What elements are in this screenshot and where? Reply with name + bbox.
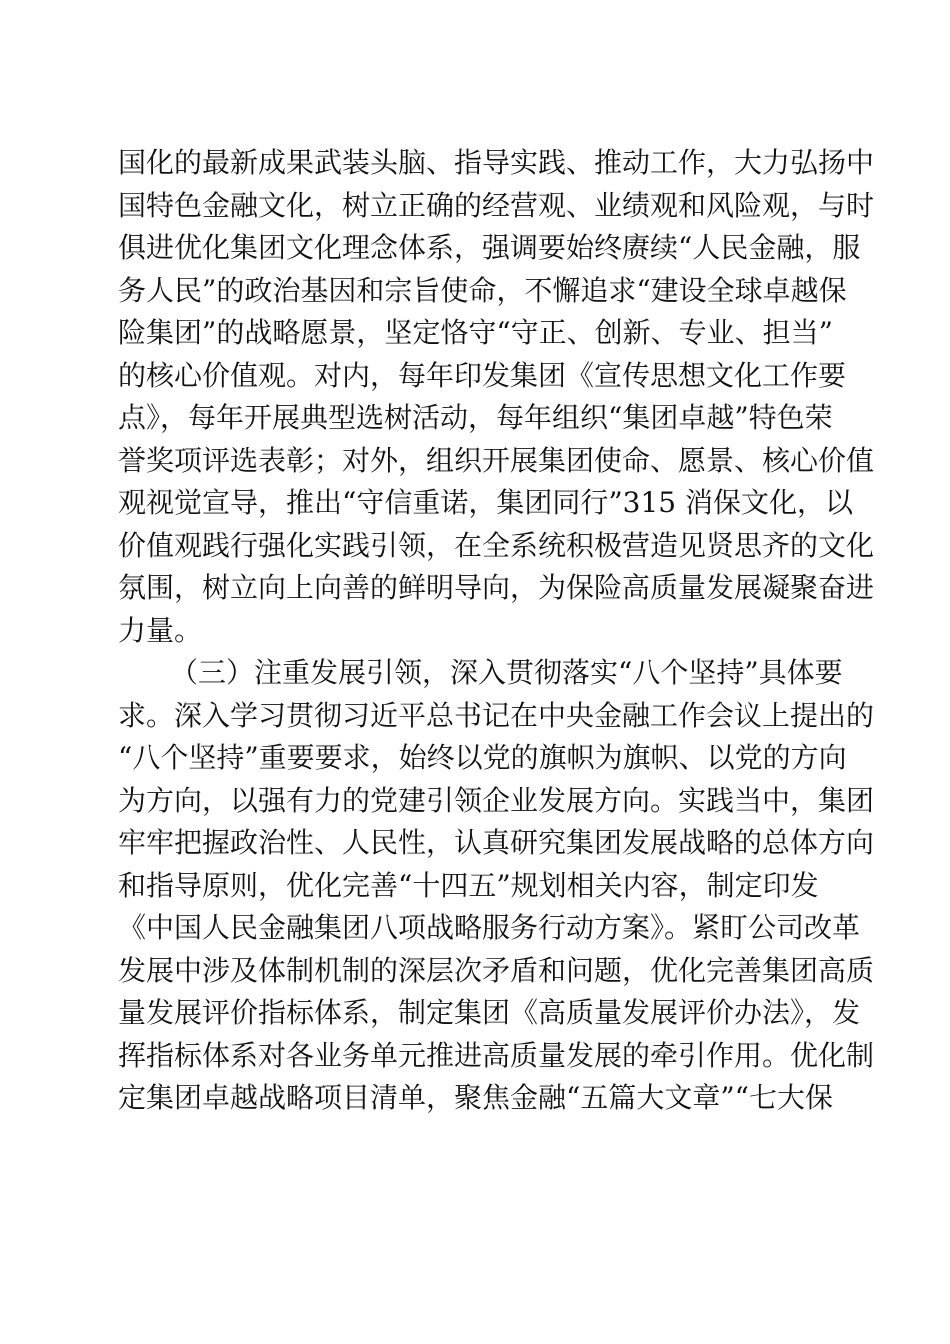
text-line: 观视觉宣导，推出“守信重诺，集团同行”315 消保文化，以 [118,486,853,519]
text-line: 的核心价值观。对内，每年印发集团《宣传思想文化工作要 [118,358,847,392]
section-heading-line: （三）注重发展引领，深入贯彻落实“八个坚持”具体要 [170,656,843,689]
text-line: 和指导原则，优化完善“十四五”规划相关内容，制定印发 [118,868,819,902]
text-line: 务人民”的政治基因和宗旨使命，不懈追求“建设全球卓越保 [118,273,847,307]
text-line: 《中国人民金融集团八项战略服务行动方案》。紧盯公司改革 [118,911,861,944]
text-line: 为方向，以强有力的党建引领企业发展方向。实践当中，集团 [118,783,875,817]
text-line: 誉奖项评选表彰；对外，组织开展集团使命、愿景、核心价值 [118,443,875,477]
text-line: 国特色金融文化，树立正确的经营观、业绩观和风险观，与时 [118,188,875,222]
text-line: 量发展评价指标体系，制定集团《高质量发展评价办法》，发 [118,996,861,1029]
text-line: 点》，每年开展典型选树活动，每年组织“集团卓越”特色荣 [118,401,833,434]
text-line: 俱进优化集团文化理念体系，强调要始终赓续“人民金融，服 [118,231,861,264]
text-line: 定集团卓越战略项目清单，聚焦金融“五篇大文章”“七大保 [118,1081,833,1114]
text-line: “八个坚持”重要要求，始终以党的旗帜为旗帜、以党的方向 [118,741,847,774]
body-text [118,142,875,1120]
text-line: 价值观践行强化实践引领，在全系统积极营造见贤思齐的文化 [118,528,875,562]
text-line: 发展中涉及体制机制的深层次矛盾和问题，优化完善集团高质 [118,953,875,987]
text-line: 求。深入学习贯彻习近平总书记在中央金融工作会议上提出的 [118,698,875,732]
paragraph-end-line: 力量。 [118,613,203,647]
text-line: 挥指标体系对各业务单元推进高质量发展的牵引作用。优化制 [118,1038,875,1072]
text-line: 氛围，树立向上向善的鲜明导向，为保险高质量发展凝聚奋进 [118,571,875,604]
text-line: 险集团”的战略愿景，坚定恪守“守正、创新、专业、担当” [118,316,833,349]
text-line: 国化的最新成果武装头脑、指导实践、推动工作，大力弘扬中 [118,146,875,179]
text-line: 牢牢把握政治性、人民性，认真研究集团发展战略的总体方向 [118,826,875,859]
